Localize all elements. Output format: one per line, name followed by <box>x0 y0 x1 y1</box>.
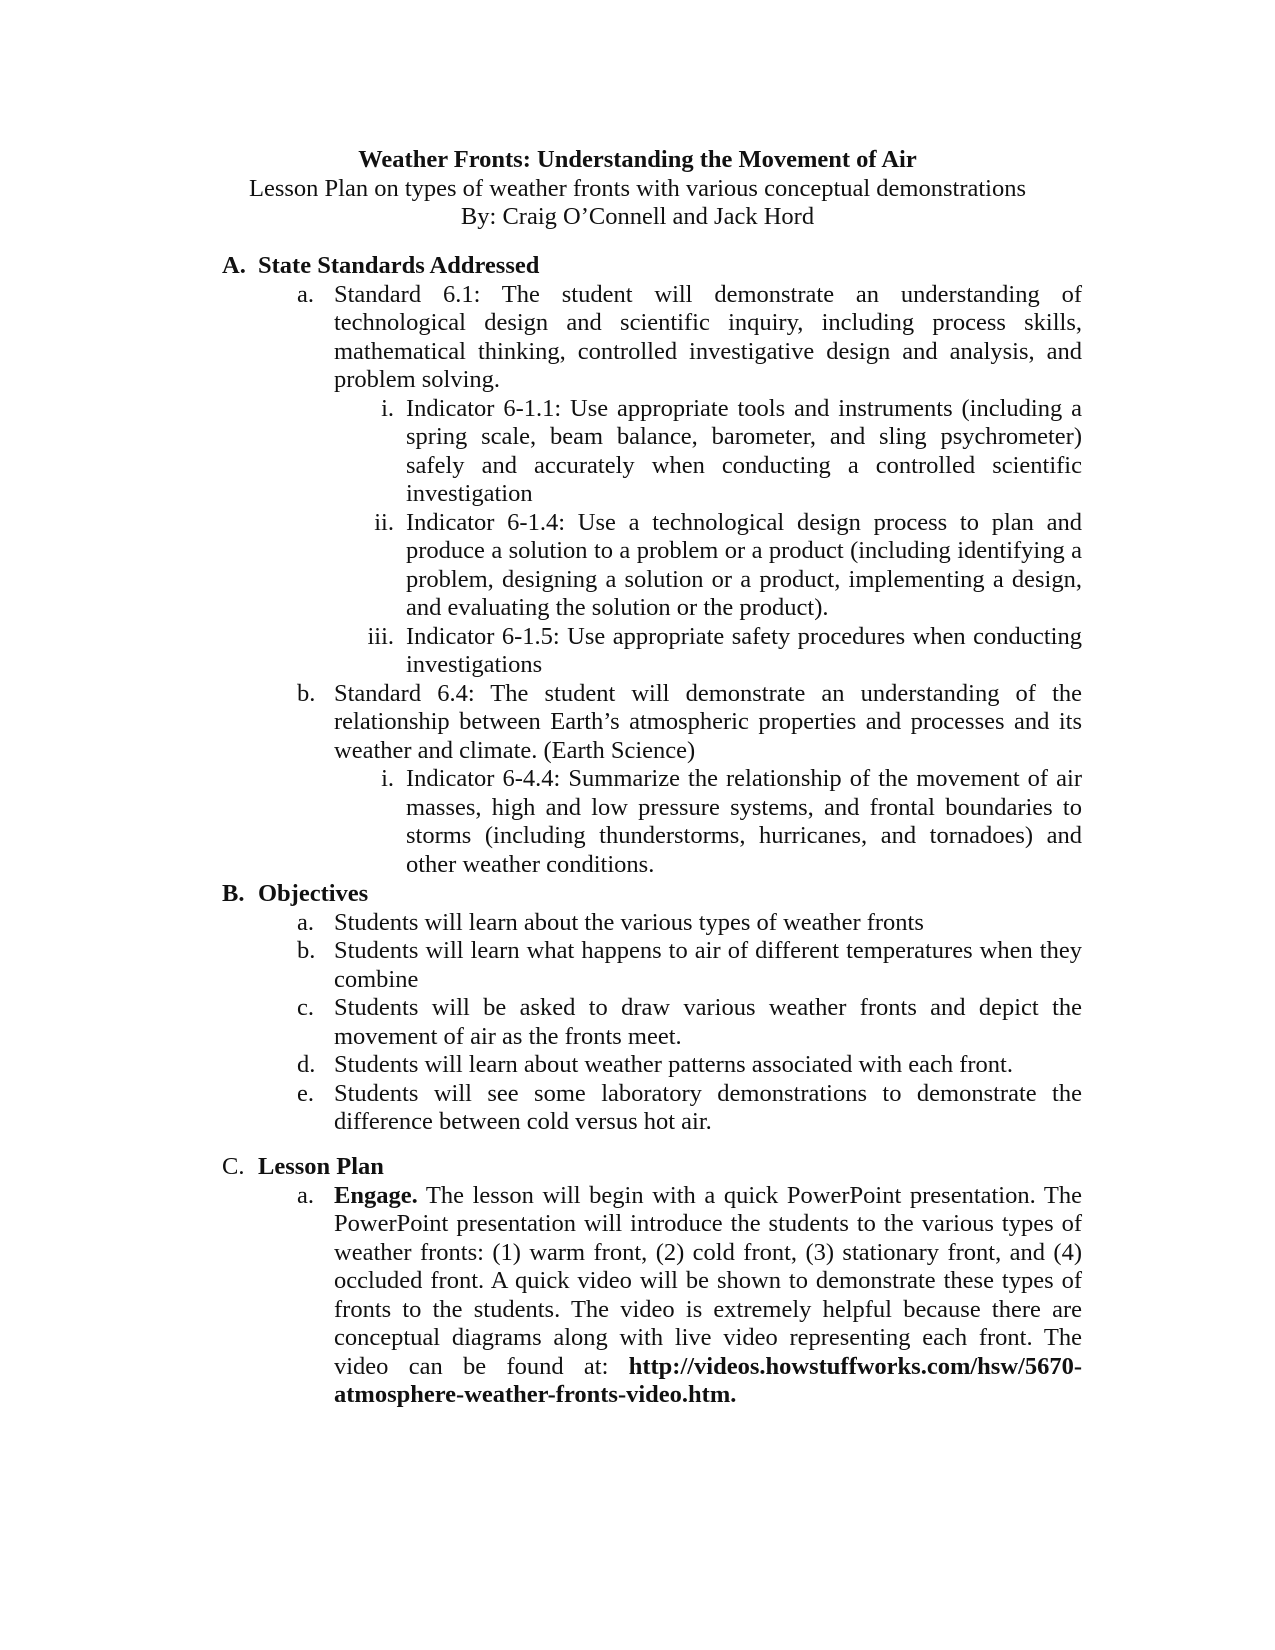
document-subtitle: Lesson Plan on types of weather fronts with various conceptual demonstrations <box>248 174 1027 202</box>
list-item <box>297 1051 1082 1080</box>
list-item-text: Standard 6.4: The student will demonstrate an understanding of the relationship between Earth’s atmospheric properties and processes and its weather and climate. (Earth Science) <box>334 679 1082 764</box>
title-block <box>0 146 1275 232</box>
sub-list-marker: i. <box>381 765 394 792</box>
list-marker: a. <box>297 908 314 936</box>
section-heading <box>222 252 1082 281</box>
list-item-text: Students will be asked to draw various weather fronts and depict the movement of air as the fronts meet. <box>334 994 1082 1050</box>
section-state-standards <box>222 252 1082 879</box>
section-lesson-plan <box>222 1153 1082 1410</box>
section-heading <box>222 1153 1082 1182</box>
section-heading <box>222 880 1082 909</box>
list-marker: a. <box>297 1181 314 1209</box>
list-item <box>297 1182 1082 1410</box>
video-link[interactable]: http://videos.howstuffworks.com/hsw/5670-atmosphere-weather-fronts-video.htm. <box>334 1352 1082 1408</box>
list-marker: b. <box>297 937 316 964</box>
list-marker: a. <box>297 280 314 308</box>
list-item <box>297 994 1082 1051</box>
section-title: Lesson Plan <box>258 1153 384 1180</box>
sub-list-item-text: Indicator 6-4.4: Summarize the relationship of the movement of air masses, high and low pressure systems, and frontal boundaries to storms (including thunderstorms, hurricanes, and tornadoes) and other weather conditions. <box>406 765 1082 878</box>
sub-list-item <box>334 765 1082 879</box>
sub-list-item-text: Indicator 6-1.5: Use appropriate safety procedures when conducting investigations <box>406 622 1082 678</box>
list-item-text: Standard 6.1: The student will demonstrate an understanding of technological design and scientific inquiry, including process skills, mathematical thinking, controlled investigative design and analysis, and problem solving. <box>334 280 1082 393</box>
list-item <box>297 680 1082 880</box>
list-item-text <box>334 1182 1082 1410</box>
sub-list-item <box>334 395 1082 509</box>
list-item <box>297 937 1082 994</box>
sub-list-marker: ii. <box>374 508 394 536</box>
list-item-text: Students will see some laboratory demonstrations to demonstrate the difference between cold versus hot air. <box>334 1079 1082 1135</box>
section-letter: C. <box>222 1153 245 1180</box>
list-item <box>297 281 1082 680</box>
list-marker: b. <box>297 679 316 707</box>
section-title: Objectives <box>258 880 369 907</box>
list-item <box>297 1080 1082 1137</box>
sub-list-item-text: Indicator 6-1.1: Use appropriate tools and instruments (including a spring scale, beam balance, barometer, and sling psychrometer) safely and accurately when conducting a controlled scientific investigation <box>406 394 1082 507</box>
sub-list-marker: i. <box>381 394 394 422</box>
engage-label: Engage. <box>334 1181 418 1209</box>
document-authors: By: Craig O’Connell and Jack Hord <box>460 203 815 230</box>
list-marker: d. <box>297 1051 316 1078</box>
sub-list-item <box>334 623 1082 680</box>
sub-list-item <box>334 509 1082 623</box>
document-title: Weather Fronts: Understanding the Movement of Air <box>358 146 917 173</box>
list-item-text: Students will learn about weather patterns associated with each front. <box>334 1051 1013 1078</box>
list-marker: e. <box>297 1079 314 1107</box>
list-item-text: Students will learn about the various types of weather fronts <box>334 908 924 936</box>
list-item-text: Students will learn what happens to air of different temperatures when they combine <box>334 937 1082 993</box>
section-title: State Standards Addressed <box>258 252 540 279</box>
sub-list-marker: iii. <box>367 622 394 650</box>
section-letter: A. <box>222 252 246 279</box>
list-item <box>297 909 1082 938</box>
list-marker: c. <box>297 994 314 1021</box>
section-letter: B. <box>222 880 245 907</box>
sub-list-item-text: Indicator 6-1.4: Use a technological design process to plan and produce a solution to a problem or a product (including identifying a problem, designing a solution or a product, implementing a design, and evaluating the solution or the product). <box>406 508 1082 621</box>
engage-text: The lesson will begin with a quick PowerPoint presentation. The PowerPoint presentation will introduce the students to the various types of weather fronts: (1) warm front, (2) cold front, (3) stationary front, and (4) occluded front. A quick video will be shown to demonstrate these types of fronts to the students. The video is extremely helpful because there are conceptual diagrams along with live video representing each front. The video can be found at: <box>334 1181 1082 1380</box>
section-objectives <box>222 880 1082 1137</box>
